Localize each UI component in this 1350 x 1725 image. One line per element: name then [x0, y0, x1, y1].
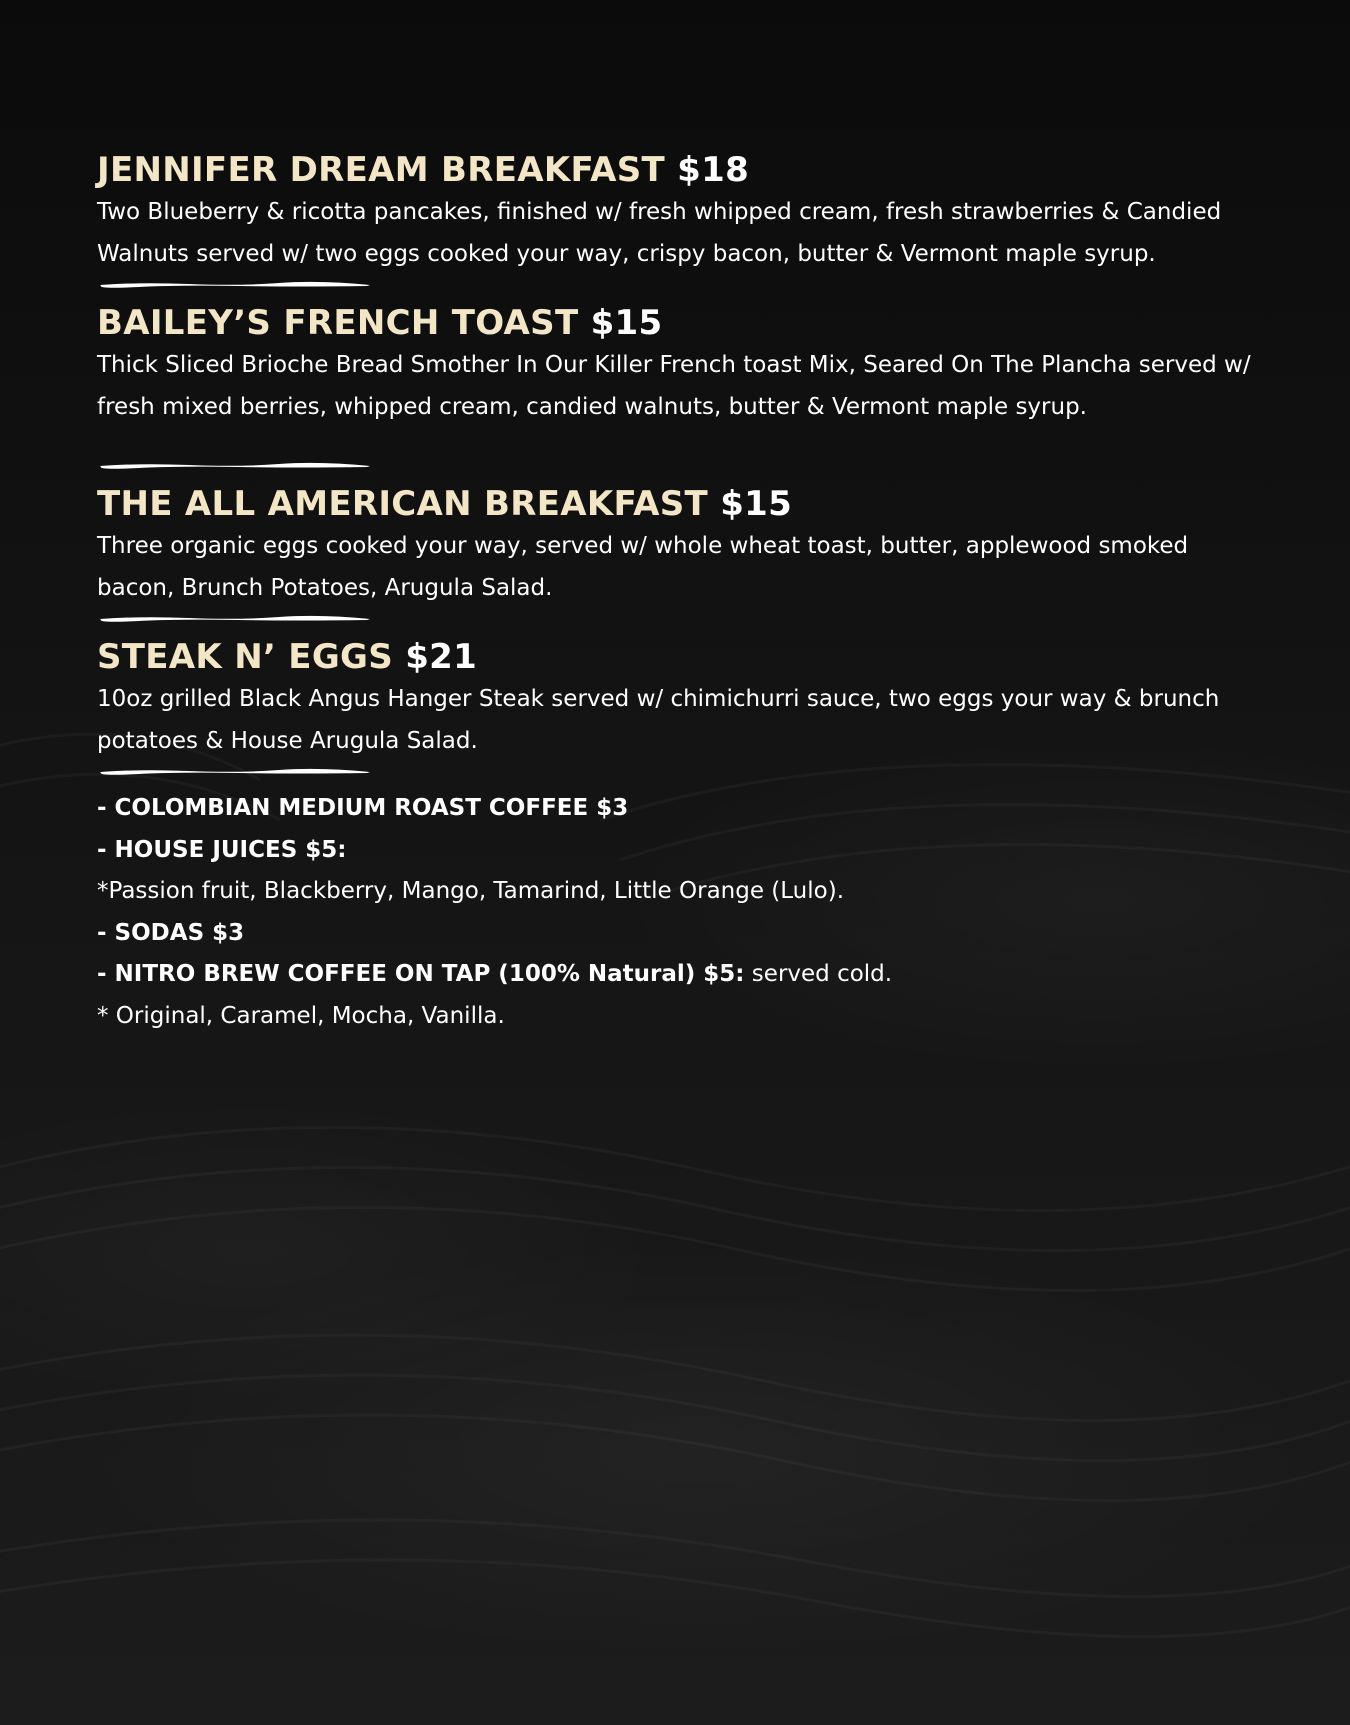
- item-price: $21: [405, 637, 478, 677]
- brush-divider: [99, 766, 371, 776]
- menu-item-jennifer-dream-breakfast: [97, 148, 1267, 275]
- drink-sodas-label: - SODAS $3: [97, 919, 245, 946]
- drink-nitro-note: served cold.: [744, 961, 893, 987]
- drink-juices-flavors: *Passion fruit, Blackberry, Mango, Tamarind, Little Orange (Lulo).: [97, 878, 845, 904]
- brush-divider: [99, 279, 371, 289]
- drink-juices-label: - HOUSE JUICES $5:: [97, 836, 347, 863]
- brush-divider: [99, 460, 371, 470]
- menu-item-steak-n-eggs: [97, 635, 1267, 762]
- drink-sodas: [97, 913, 1267, 955]
- item-name: THE ALL AMERICAN BREAKFAST: [97, 484, 709, 524]
- menu-item-baileys-french-toast: [97, 301, 1267, 428]
- item-description: Thick Sliced Brioche Bread Smother In Our Killer French toast Mix, Seared On The Plancha served w/ fresh mixed berries, whipped cream, candied walnuts, butter & Vermont maple syrup.: [97, 352, 1251, 420]
- brush-divider: [99, 613, 371, 623]
- drink-juices: [97, 830, 1267, 872]
- drinks-list: [97, 788, 1267, 1037]
- spacer: [97, 428, 1267, 456]
- menu-item-all-american-breakfast: [97, 482, 1267, 609]
- item-price: $15: [720, 484, 793, 524]
- menu-content: [97, 148, 1267, 1037]
- item-price: $18: [677, 150, 750, 190]
- drink-coffee-label: - COLOMBIAN MEDIUM ROAST COFFEE $3: [97, 795, 629, 821]
- drink-coffee: [97, 788, 1267, 830]
- item-name: JENNIFER DREAM BREAKFAST: [97, 150, 666, 190]
- drink-nitro-label: - NITRO BREW COFFEE ON TAP (100% Natural) $5:: [97, 961, 745, 987]
- item-title: [97, 301, 1267, 345]
- item-name: STEAK N’ EGGS: [97, 637, 394, 677]
- item-description: Two Blueberry & ricotta pancakes, finished w/ fresh whipped cream, fresh strawberries & Candied Walnuts served w/ two eggs cooked your way, crispy bacon, butter & Vermont maple syrup.: [97, 199, 1222, 267]
- drink-nitro: [97, 954, 1267, 996]
- item-price: $15: [590, 303, 663, 343]
- item-description: 10oz grilled Black Angus Hanger Steak served w/ chimichurri sauce, two eggs your way & brunch potatoes & House Arugula Salad.: [97, 686, 1220, 754]
- item-name: BAILEY’S FRENCH TOAST: [97, 303, 579, 343]
- item-title: [97, 148, 1267, 192]
- item-description: Three organic eggs cooked your way, served w/ whole wheat toast, butter, applewood smoked bacon, Brunch Potatoes, Arugula Salad.: [97, 533, 1189, 601]
- item-title: [97, 635, 1267, 679]
- drink-nitro-flavors: * Original, Caramel, Mocha, Vanilla.: [97, 1002, 505, 1029]
- item-title: [97, 482, 1267, 526]
